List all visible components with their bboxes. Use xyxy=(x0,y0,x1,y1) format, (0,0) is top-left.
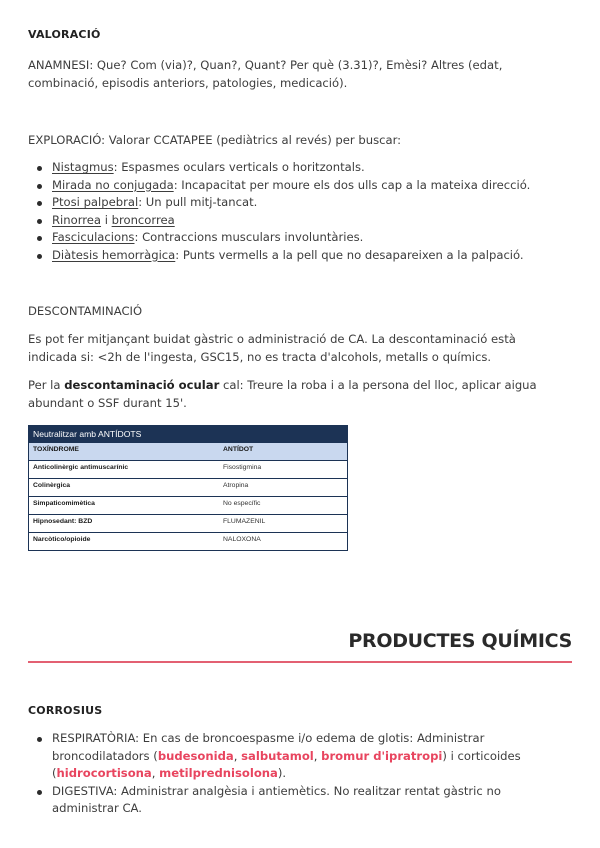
sign-term: Rinorrea xyxy=(52,212,102,227)
sign-term: Diàtesis hemorràgica xyxy=(52,247,176,262)
table-row xyxy=(29,460,347,478)
list-item xyxy=(28,730,548,783)
table-header-row xyxy=(29,442,347,460)
separator: , xyxy=(233,748,242,763)
toxindrome-cell: Narcòtico/opioide xyxy=(33,536,91,543)
toxindrome-cell: Anticolinèrgic antimuscarínic xyxy=(33,464,129,471)
table-row xyxy=(29,514,347,532)
ocular-post: cal: Treure la roba i a la persona del lloc, aplicar aigua abundant o SSF durant 15'. xyxy=(28,378,537,410)
signs-list xyxy=(28,159,572,264)
toxindrome-cell: Hipnosedant: BZD xyxy=(33,518,93,525)
sign-term: Mirada no conjugada xyxy=(52,177,174,192)
ocular-pre: Per la xyxy=(28,378,65,392)
toxindrome-cell: Simpaticomimètica xyxy=(33,500,95,507)
list-item xyxy=(28,177,572,195)
column-header-toxindrome: TOXÍNDROME xyxy=(33,446,79,453)
list-item xyxy=(28,159,572,177)
table-row xyxy=(29,478,347,496)
valoracio-heading: VALORACIÓ xyxy=(28,28,101,41)
antidot-cell: Fisostigmina xyxy=(223,464,262,471)
separator: , xyxy=(151,766,160,780)
antidot-cell: NALOXONA xyxy=(223,536,261,543)
sign-term: Fasciculacions xyxy=(52,230,135,244)
dig-text: DIGESTIVA: Administrar analgèsia i antiemètics. No realitzar rentat gàstric no administrar CA. xyxy=(52,783,501,815)
resp-text: ) i corticoides ( xyxy=(52,748,521,780)
sign-desc: : Espasmes oculars verticals o horitzontals. xyxy=(113,160,365,174)
sign-desc: : Contraccions musculars involuntàries. xyxy=(134,230,364,244)
list-item xyxy=(28,229,572,247)
ocular-paragraph xyxy=(28,377,548,412)
sign-term: Nistagmus xyxy=(52,160,114,174)
resp-text: ). xyxy=(277,766,287,780)
anamnesi-paragraph: ANAMNESI: Que? Com (via)?, Quan?, Quant? Per què (3.31)?, Emèsi? Altres (edat, combinació, episodis anteriors, patologies, medicació). xyxy=(28,58,503,90)
antidot-cell: FLUMAZENIL xyxy=(223,518,266,525)
productes-quimics-title: PRODUCTES QUÍMICS xyxy=(348,630,572,652)
sign-term: Ptosi palpebral xyxy=(52,195,139,209)
sign-term: broncorrea xyxy=(111,212,175,227)
antidots-table-title: Neutralitzar amb ANTÍDOTS xyxy=(29,426,347,442)
separator: , xyxy=(313,748,322,763)
descontaminacio-paragraph: Es pot fer mitjançant buidat gàstric o administració de CA. La descontaminació està indicada si: <2h de l'ingesta, GSC15, no es tracta d'alcohols, metalls o químics. xyxy=(28,332,516,364)
column-header-antidot: ANTÍDOT xyxy=(223,446,254,453)
drug-name: metilprednisolona xyxy=(159,766,278,780)
list-item xyxy=(28,247,572,265)
descontaminacio-heading: DESCONTAMINACIÓ xyxy=(28,304,143,318)
drug-name: hidrocortisona xyxy=(56,766,152,780)
drug-name: budesonida xyxy=(157,748,234,763)
sign-desc: : Punts vermells a la pell que no desapareixen a la palpació. xyxy=(175,247,524,262)
drug-name: salbutamol xyxy=(241,748,314,763)
list-item xyxy=(28,783,548,818)
table-row xyxy=(29,496,347,514)
sign-desc: : Incapacitat per moure els dos ulls cap a la mateixa direcció. xyxy=(173,177,531,192)
drug-name: bromur d'ipratropi xyxy=(321,748,443,763)
exploracio-intro: EXPLORACIÓ: Valorar CCATAPEE (pediàtrics al revés) per buscar: xyxy=(28,133,402,147)
sign-desc: : Un pull mitj-tancat. xyxy=(138,195,258,209)
corrosius-heading: CORROSIUS xyxy=(28,704,103,717)
toxindrome-cell: Colinèrgica xyxy=(33,482,71,489)
ocular-bold: descontaminació ocular xyxy=(64,378,220,392)
antidot-cell: No específic xyxy=(223,500,261,507)
section-divider xyxy=(28,661,572,663)
resp-text: RESPIRATÒRIA: En cas de broncoespasme i/o edema de glotis: Administrar broncodilatadors ( xyxy=(52,731,485,763)
sign-connector: i xyxy=(101,212,112,227)
list-item xyxy=(28,212,572,230)
table-row xyxy=(29,532,347,550)
antidots-table xyxy=(28,425,348,551)
antidot-cell: Atropina xyxy=(223,482,249,489)
corrosius-list xyxy=(28,730,548,818)
list-item xyxy=(28,194,572,212)
